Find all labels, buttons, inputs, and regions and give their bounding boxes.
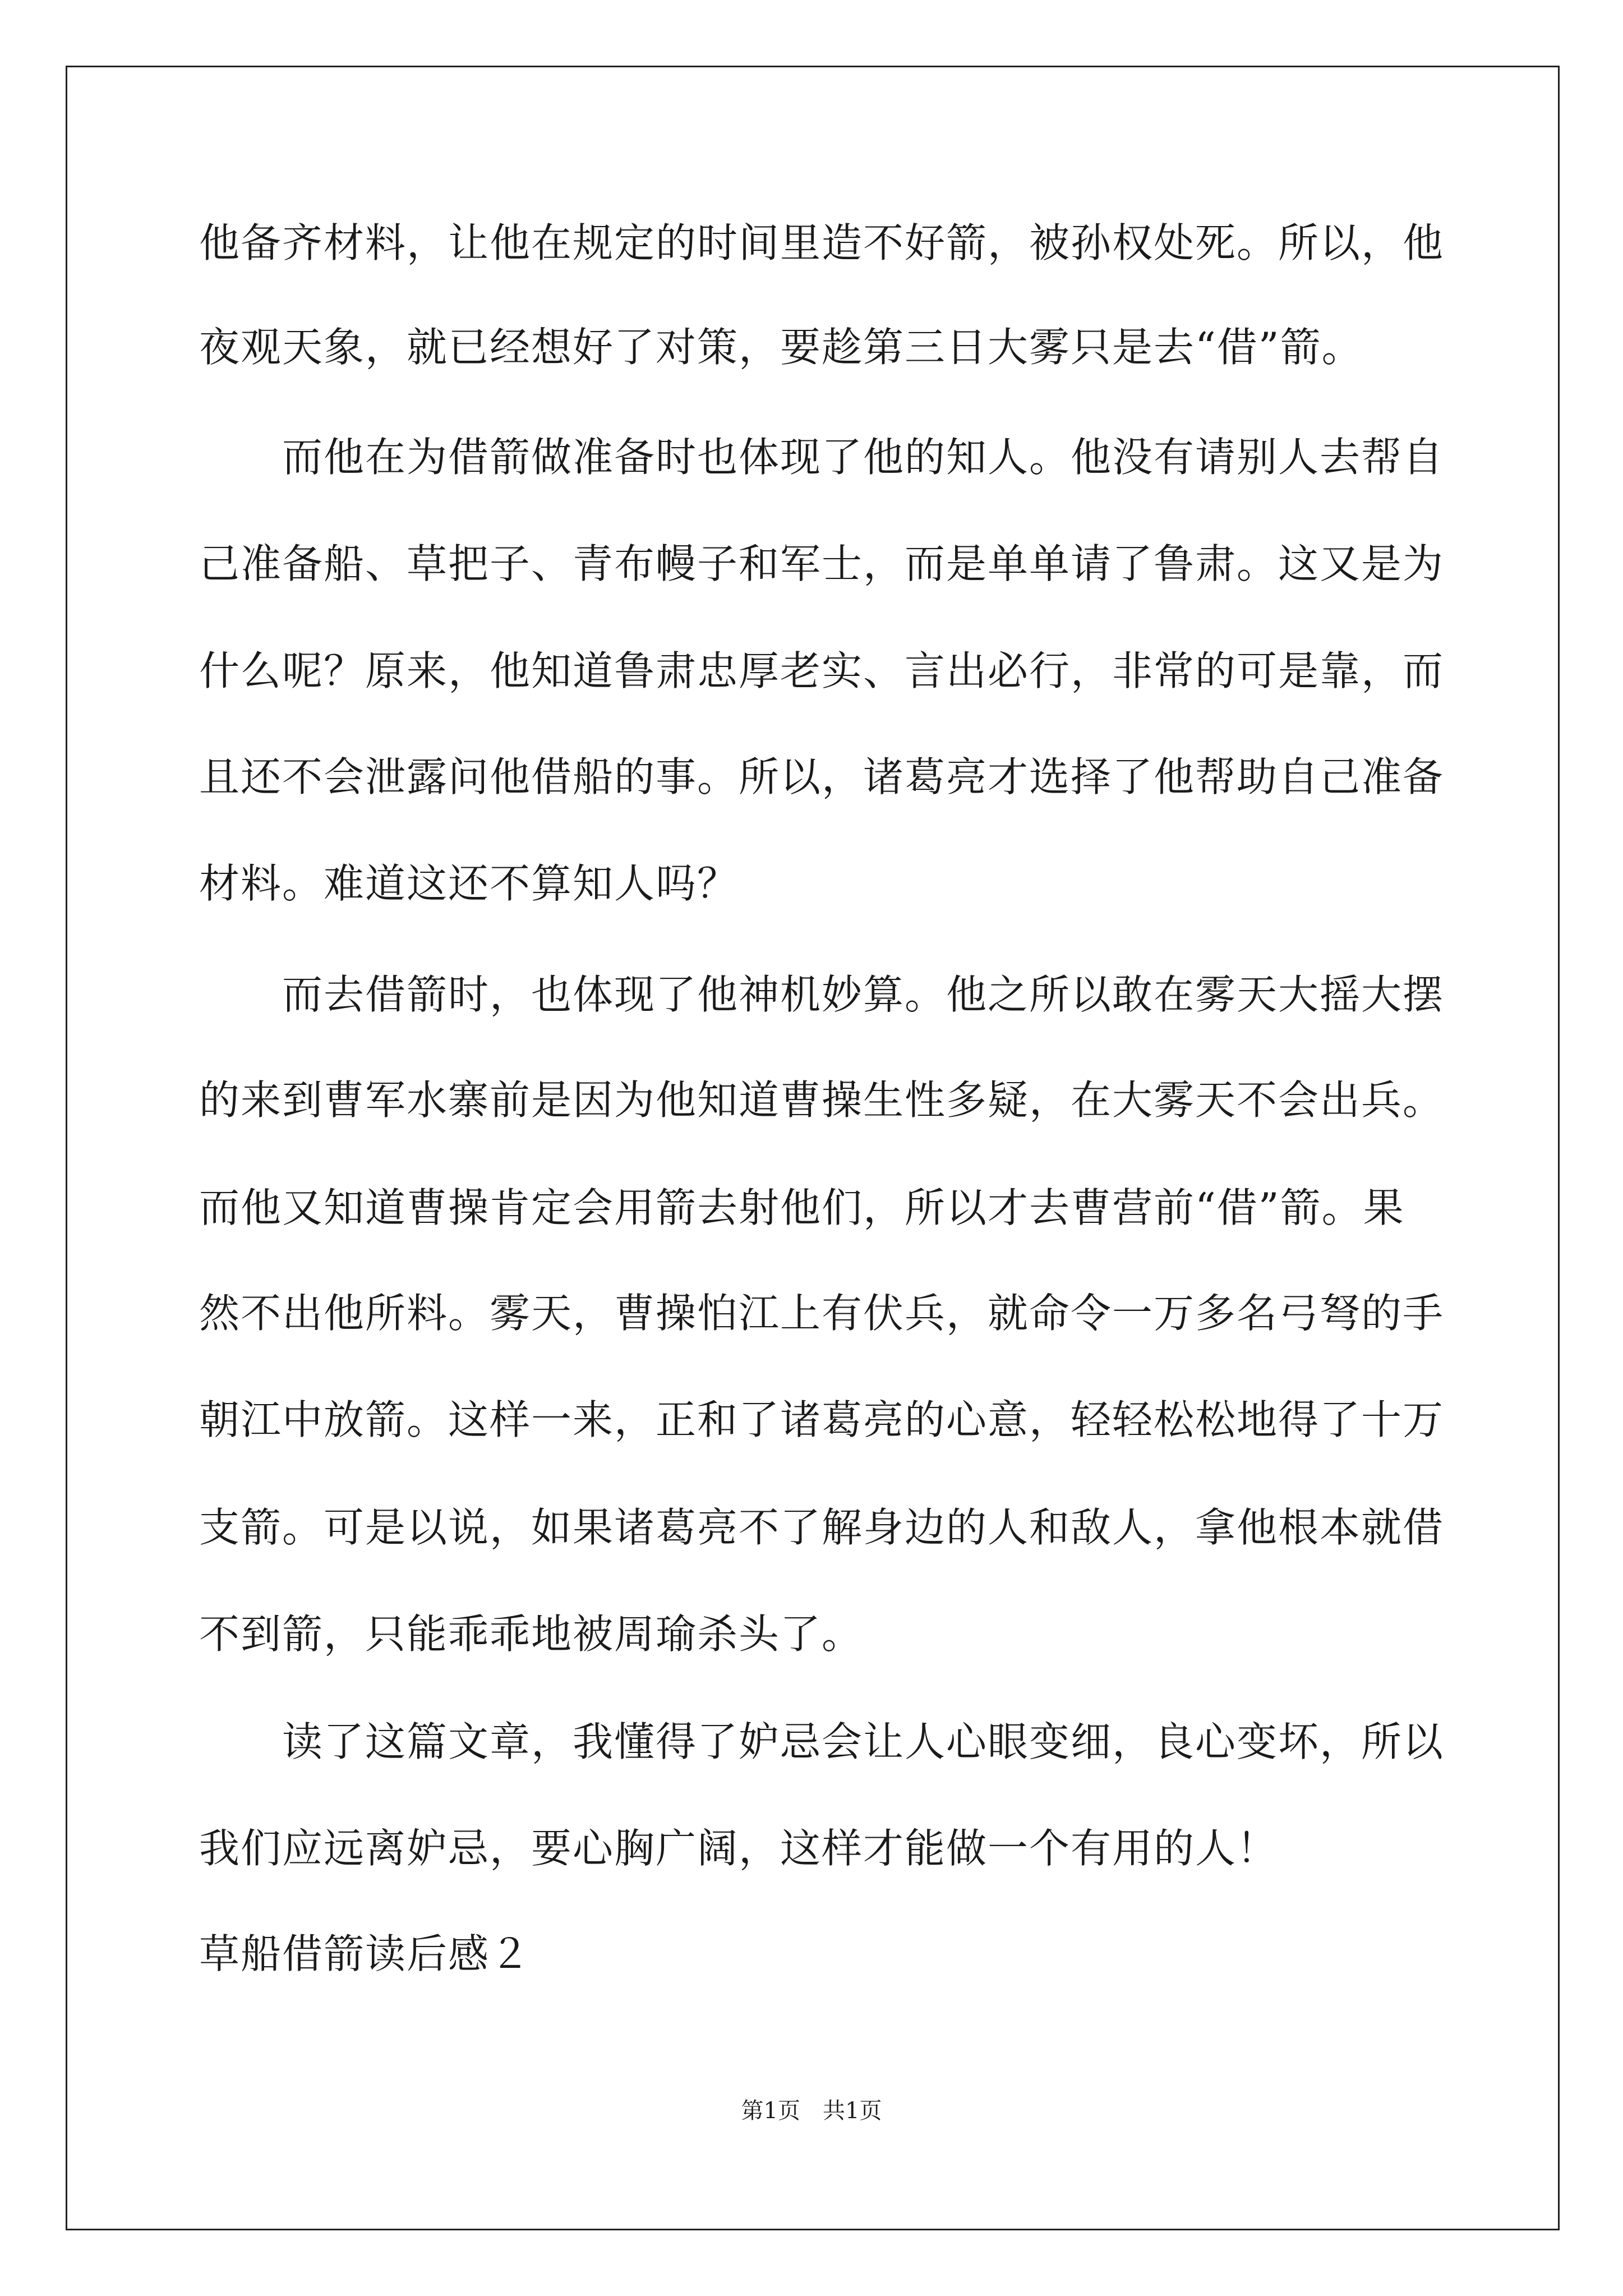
paragraph-start-line: 而去借箭时，也体现了他神机妙算。他之所以敢在雾天大摇大摆 [199,971,1445,1018]
text-line: 支箭。可是以说，如果诸葛亮不了解身边的人和敌人，拿他根本就借 [199,1504,1445,1551]
paragraph-start-line: 读了这篇文章，我懂得了妒忌会让人心眼变细，良心变坏，所以 [199,1718,1445,1765]
text-line: 且还不会泄露问他借船的事。所以，诸葛亮才选择了他帮助自己准备 [199,753,1445,800]
paragraph-start-line: 而他在为借箭做准备时也体现了他的知人。他没有请别人去帮自 [199,434,1445,481]
text-line: 我们应远离妒忌，要心胸广阔，这样才能做一个有用的人！ [199,1825,1279,1872]
page-number-footer: 第1页 共1页 [741,2098,882,2124]
text-line: 然不出他所料。雾天，曹操怕江上有伏兵，就命令一万多名弓弩的手 [199,1290,1445,1337]
page-border [66,66,1560,2230]
text-line: 夜观天象，就已经想好了对策，要趁第三日大雾只是去“借”箭。 [199,324,1363,371]
text-line: 己准备船、草把子、青布幔子和军士，而是单单请了鲁肃。这又是为 [199,540,1445,587]
text-line: 而他又知道曹操肯定会用箭去射他们，所以才去曹营前“借”箭。果 [199,1184,1405,1231]
text-line: 什么呢？原来，他知道鲁肃忠厚老实、言出必行，非常的可是靠，而 [199,647,1445,694]
text-line: 朝江中放箭。这样一来，正和了诸葛亮的心意，轻轻松松地得了十万 [199,1396,1445,1443]
text-line: 的来到曹军水寨前是因为他知道曹操生性多疑，在大雾天不会出兵。 [199,1076,1445,1124]
text-line: 材料。难道这还不算知人吗？ [199,860,739,907]
section-heading: 草船借箭读后感２ [199,1930,532,1977]
text-line: 他备齐材料，让他在规定的时间里造不好箭，被孙权处死。所以，他 [199,219,1445,266]
text-line: 不到箭，只能乖乖地被周瑜杀头了。 [199,1611,864,1658]
